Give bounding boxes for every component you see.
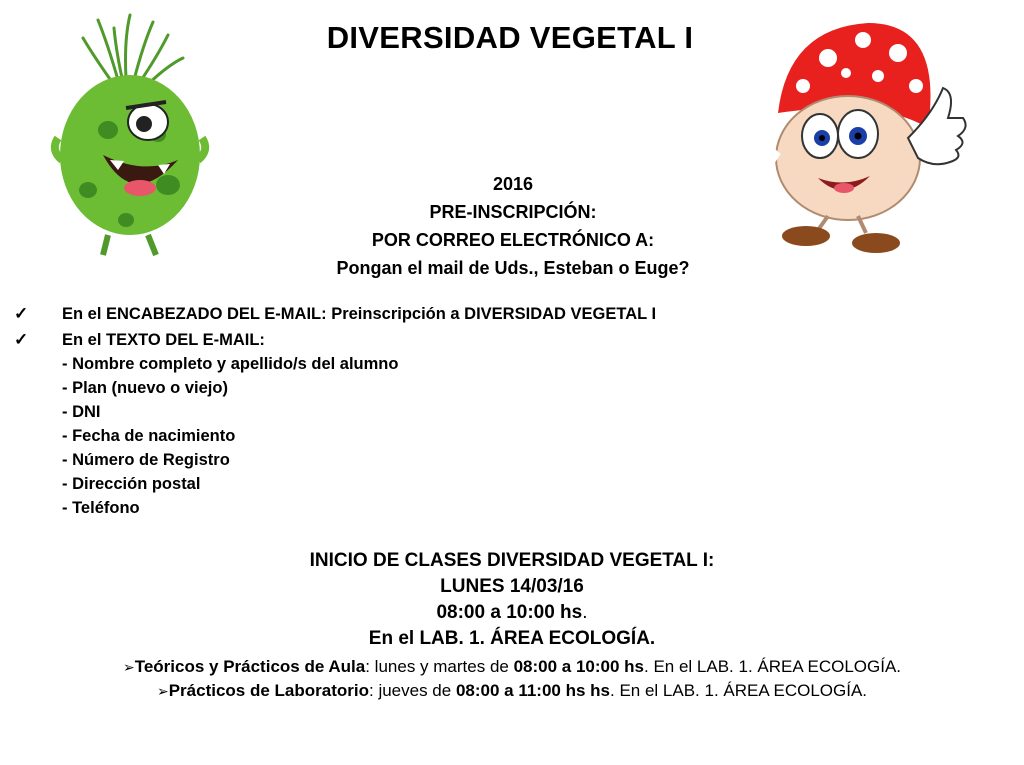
list-item: - DNI <box>62 403 101 421</box>
email-fields-list <box>62 352 398 520</box>
email-note: Pongan el mail de Uds., Esteban o Euge? <box>336 258 690 278</box>
year: 2016 <box>492 174 534 194</box>
arrow-bullet-icon: ➢ <box>122 659 135 675</box>
list-item: - Nombre completo y apellido/s del alumno <box>62 355 399 373</box>
schedule-list <box>30 655 994 703</box>
inicio-block <box>180 548 844 652</box>
list-item: - Teléfono <box>62 499 140 517</box>
list-item: - Plan (nuevo o viejo) <box>62 379 228 397</box>
checklist-item: ✓ En el TEXTO DEL E-MAIL: <box>0 328 1024 352</box>
list-item: - Fecha de nacimiento <box>62 427 236 445</box>
checkmark-icon: ✓ <box>14 304 29 323</box>
schedule-item: ➢Teóricos y Prácticos de Aula: lunes y martes de 08:00 a 10:00 hs. En el LAB. 1. ÁREA ECOLOGÍA. <box>122 657 902 676</box>
list-item: - Número de Registro <box>62 451 230 469</box>
inicio-date: LUNES 14/03/16 <box>440 576 584 597</box>
schedule-item: ➢Prácticos de Laboratorio: jueves de 08:00 a 11:00 hs hs. En el LAB. 1. ÁREA ECOLOGÍA. <box>156 681 868 700</box>
list-item: - Dirección postal <box>62 475 201 493</box>
preinscripcion-heading: PRE-INSCRIPCIÓN: <box>429 202 597 222</box>
inicio-time: 08:00 a 10:00 hs. <box>436 602 588 623</box>
inicio-place: En el LAB. 1. ÁREA ECOLOGÍA. <box>368 628 656 649</box>
green-germ-illustration <box>48 10 213 260</box>
arrow-bullet-icon: ➢ <box>156 683 169 699</box>
checklist-item: ✓ En el ENCABEZADO DEL E-MAIL: Preinscripción a DIVERSIDAD VEGETAL I <box>0 302 1024 326</box>
checkmark-icon: ✓ <box>14 330 29 349</box>
inicio-heading: INICIO DE CLASES DIVERSIDAD VEGETAL I: <box>309 550 715 571</box>
email-via-label: POR CORREO ELECTRÓNICO A: <box>371 230 655 250</box>
preinscripcion-block <box>220 170 806 282</box>
page-title: DIVERSIDAD VEGETAL I <box>326 20 694 55</box>
